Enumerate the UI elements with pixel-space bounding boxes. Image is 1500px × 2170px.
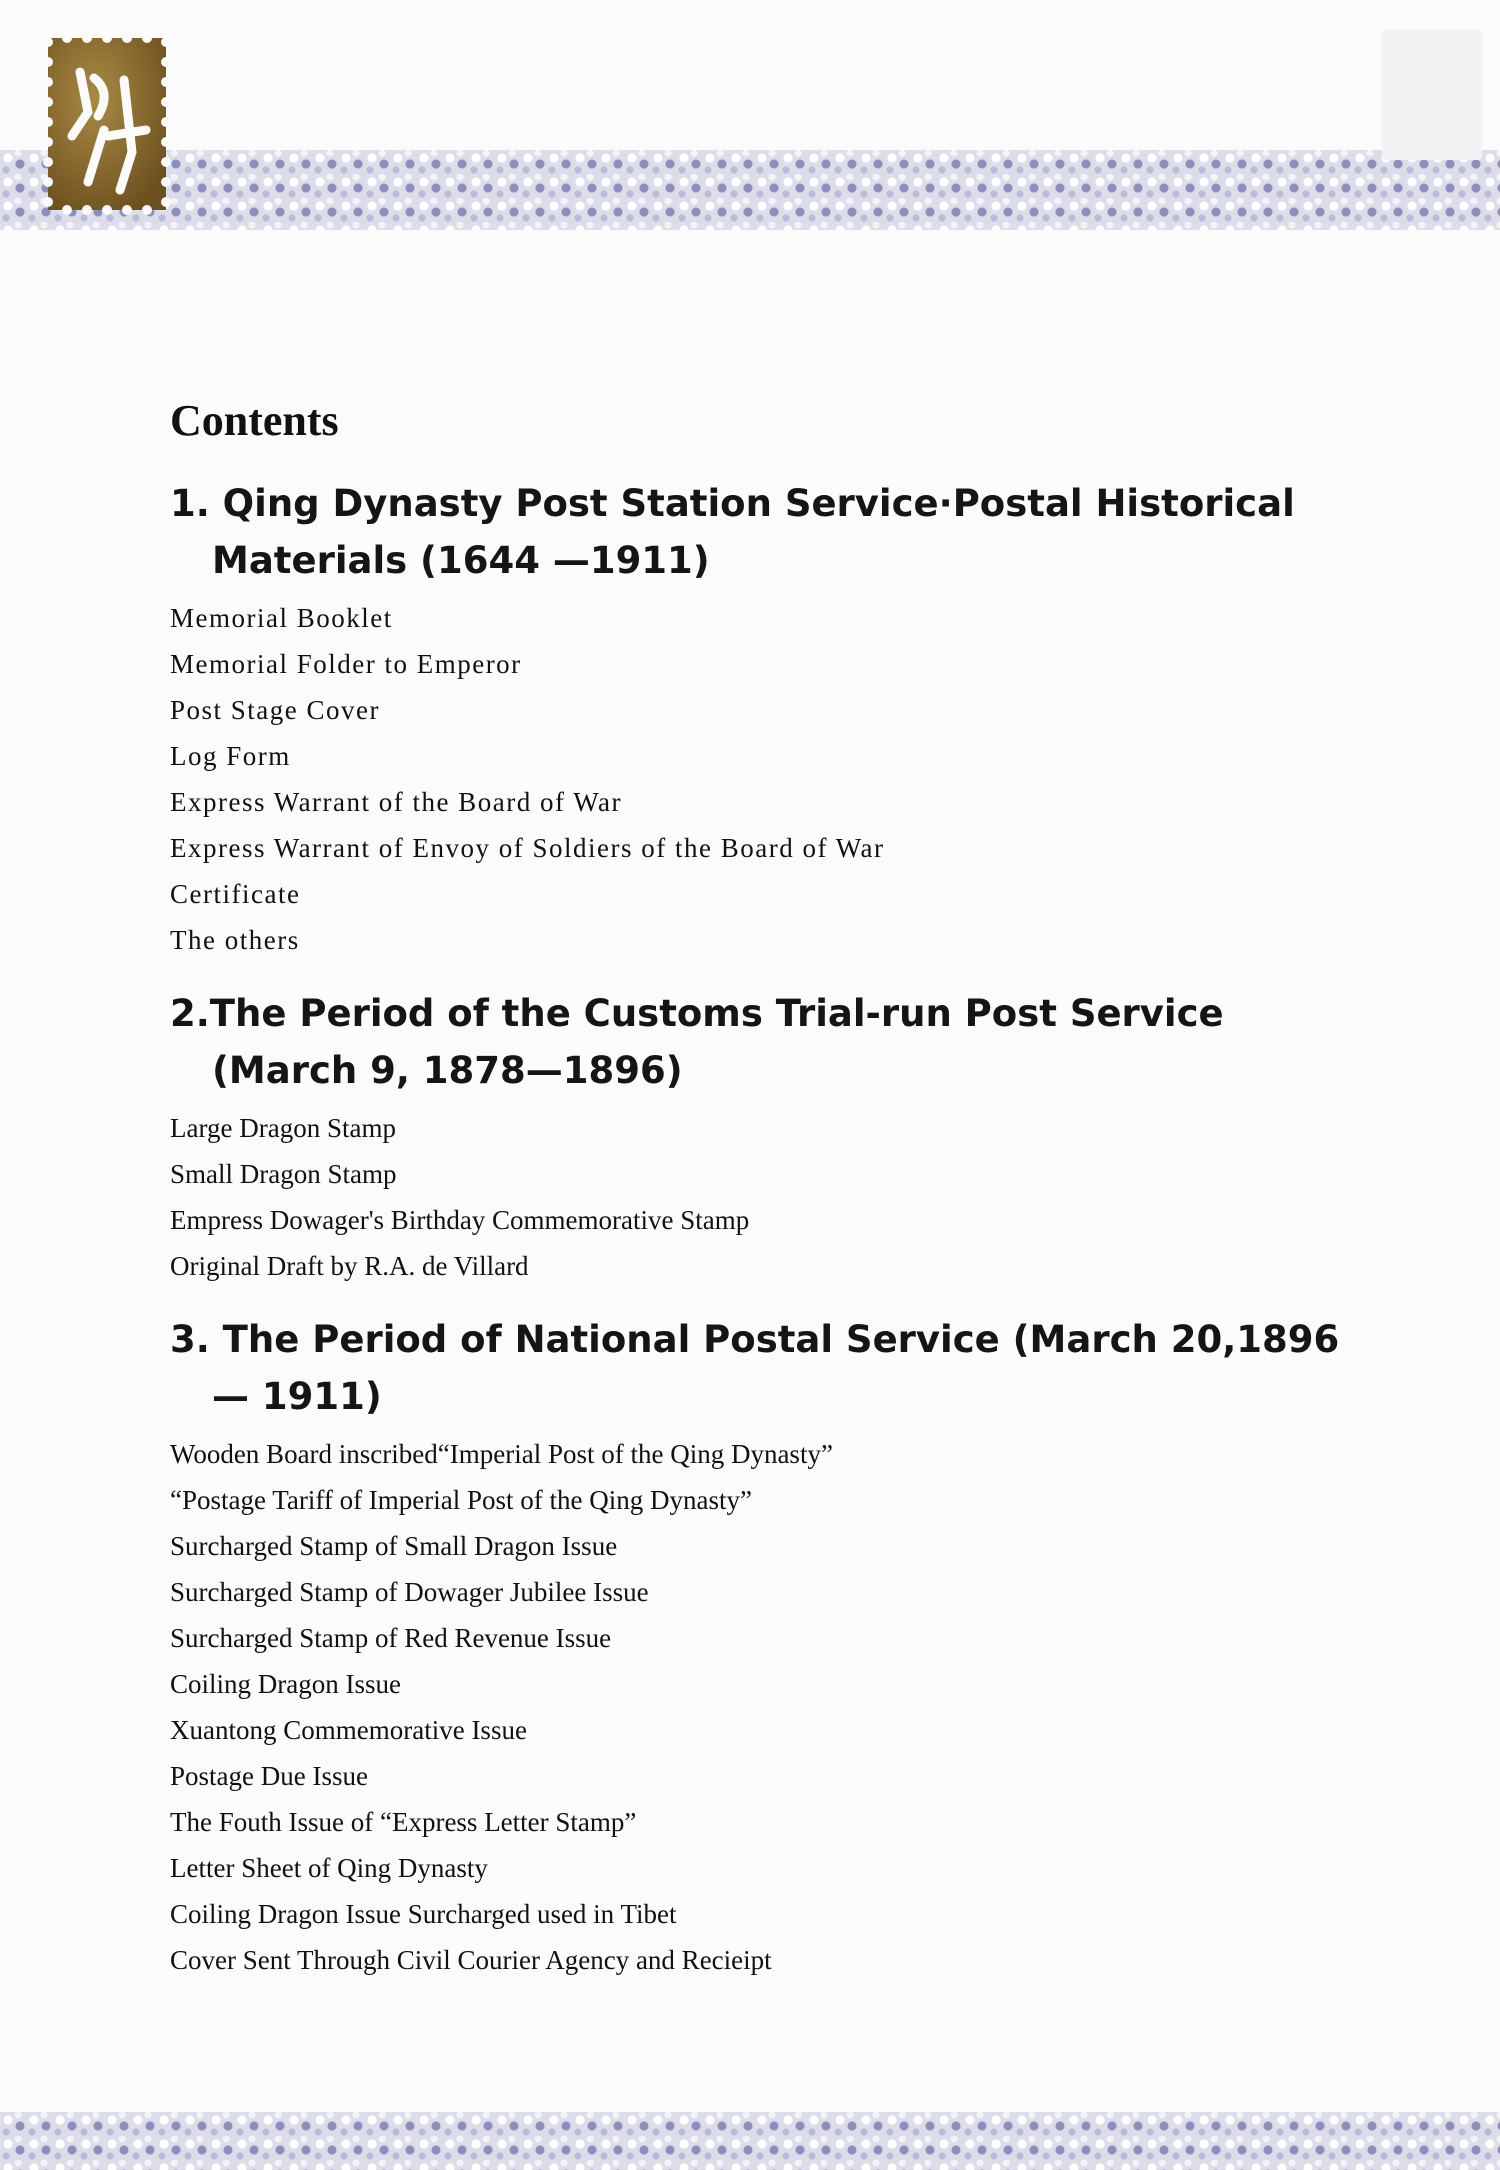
list-item: Log Form: [170, 741, 291, 771]
list-item: Certificate: [170, 879, 301, 909]
section-3: [170, 1311, 1350, 1983]
top-decorative-band: [0, 150, 1500, 230]
list-item: Coiling Dragon Issue: [170, 1669, 401, 1699]
list-item: Xuantong Commemorative Issue: [170, 1715, 527, 1745]
list-item: “Postage Tariff of Imperial Post of the Qing Dynasty”: [170, 1485, 752, 1515]
list-item: The Fouth Issue of “Express Letter Stamp”: [170, 1807, 637, 1837]
list-item: Postage Due Issue: [170, 1761, 368, 1791]
list-item: Original Draft by R.A. de Villard: [170, 1251, 529, 1281]
section-item-list: [170, 595, 1350, 963]
list-item: Coiling Dragon Issue Surcharged used in Tibet: [170, 1899, 677, 1929]
section-2: [170, 985, 1350, 1289]
section-item-list: [170, 1431, 1350, 1983]
list-item: Surcharged Stamp of Red Revenue Issue: [170, 1623, 612, 1653]
section-item-list: [170, 1105, 1350, 1289]
section-heading: 1. Qing Dynasty Post Station Service·Postal Historical Materials (1644 —1911): [170, 482, 1295, 582]
list-item: Small Dragon Stamp: [170, 1159, 397, 1189]
page-title: Contents: [170, 396, 339, 445]
list-item: Memorial Folder to Emperor: [170, 649, 522, 679]
list-item: Surcharged Stamp of Dowager Jubilee Issue: [170, 1577, 649, 1607]
list-item: Wooden Board inscribed“Imperial Post of the Qing Dynasty”: [170, 1439, 833, 1469]
stamp-seal-icon: [42, 32, 172, 216]
list-item: Express Warrant of Envoy of Soldiers of the Board of War: [170, 833, 885, 863]
list-item: Empress Dowager's Birthday Commemorative Stamp: [170, 1205, 750, 1235]
bottom-decorative-band: [0, 2112, 1500, 2170]
list-item: Letter Sheet of Qing Dynasty: [170, 1853, 488, 1883]
list-item: Cover Sent Through Civil Courier Agency and Recieipt: [170, 1945, 772, 1975]
table-of-contents: [170, 395, 1350, 2005]
section-1: [170, 475, 1350, 963]
list-item: Large Dragon Stamp: [170, 1113, 396, 1143]
faint-bleedthrough-mark: [1382, 30, 1482, 160]
section-heading: 3. The Period of National Postal Service (March 20,1896— 1911): [170, 1318, 1340, 1418]
list-item: The others: [170, 925, 300, 955]
section-heading: 2.The Period of the Customs Trial-run Post Service (March 9, 1878—1896): [170, 992, 1224, 1092]
list-item: Surcharged Stamp of Small Dragon Issue: [170, 1531, 618, 1561]
list-item: Express Warrant of the Board of War: [170, 787, 623, 817]
list-item: Memorial Booklet: [170, 603, 393, 633]
list-item: Post Stage Cover: [170, 695, 380, 725]
